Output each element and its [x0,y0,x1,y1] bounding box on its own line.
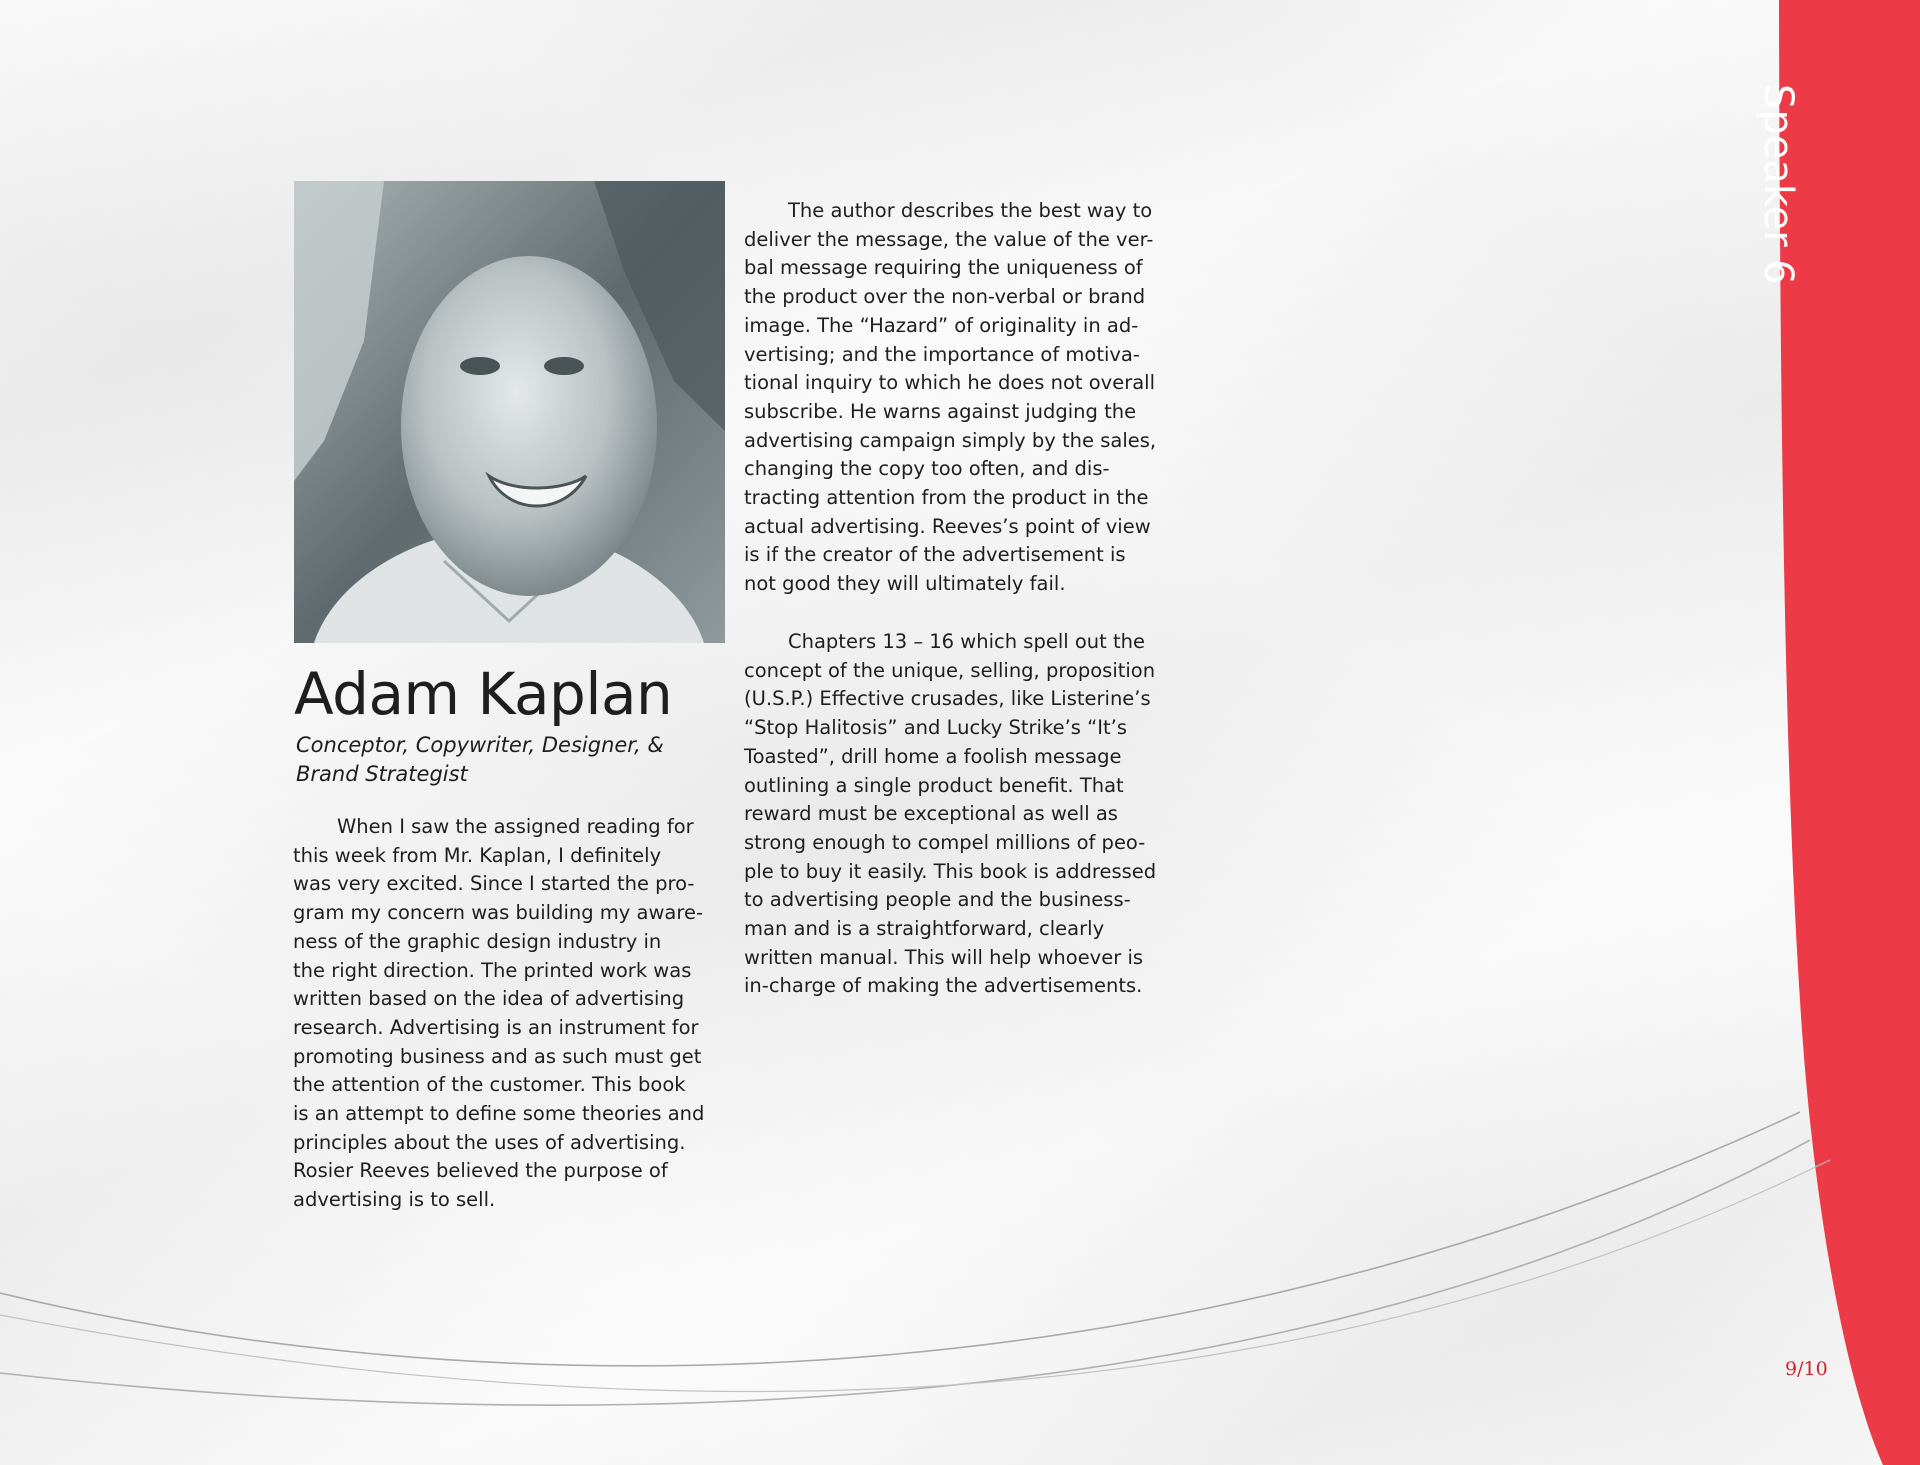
paragraph-line: ple to buy it easily. This book is addressed [744,859,1157,883]
speaker-section-label: Speaker 6 [1755,84,1801,285]
speaker-role-line-1: Conceptor, Copywriter, Designer, & [296,733,664,757]
paragraph-line: was very excited. Since I started the pro- [293,872,695,896]
paragraph-line: research. Advertising is an instrument for [293,1015,699,1039]
page-number: 9/10 [1785,1358,1828,1380]
paragraph-1 [293,813,733,1215]
paragraph-line: changing the copy too often, and dis- [744,457,1110,481]
paragraph-line: to advertising people and the business- [744,888,1131,912]
paragraph-line: Rosier Reeves believed the purpose of [293,1159,668,1183]
portrait-illustration [294,181,725,643]
paragraph-line: The author describes the best way to [788,199,1153,222]
paragraph-line: Chapters 13 – 16 which spell out the [788,630,1145,653]
paragraph-line: actual advertising. Reeves’s point of view [744,514,1151,538]
paragraph-line: gram my concern was building my aware- [293,901,703,925]
paragraph-line: deliver the message, the value of the ver- [744,227,1154,251]
paragraph-line: image. The “Hazard” of originality in ad- [744,313,1139,337]
paragraph-line: subscribe. He warns against judging the [744,399,1137,423]
paragraph-line: tional inquiry to which he does not overall [744,371,1156,395]
paragraph-3 [744,628,1184,1001]
paragraph-line: written manual. This will help whoever is [744,945,1144,969]
paragraph-line: advertising is to sell. [293,1188,496,1212]
paragraph-line: tracting attention from the product in the [744,486,1149,510]
speaker-role-line-2: Brand Strategist [296,762,468,786]
swoosh-line-3 [0,1160,1830,1392]
paragraph-line: advertising campaign simply by the sales, [744,428,1157,452]
paragraph-line: is an attempt to define some theories and [293,1102,705,1126]
paragraph-2 [744,197,1184,599]
paragraph-line: man and is a straightforward, clearly [744,917,1105,941]
paragraph-line: in-charge of making the advertisements. [744,974,1143,998]
swoosh-line-1 [0,1112,1800,1366]
paragraph-line: promoting business and as such must get [293,1044,702,1068]
paragraph-line: vertising; and the importance of motiva- [744,342,1140,366]
paragraph-line: not good they will ultimately fail. [744,572,1066,596]
paragraph-line: the right direction. The printed work was [293,958,692,982]
swoosh-line-2 [0,1140,1810,1405]
paragraph-line: principles about the uses of advertising. [293,1130,686,1154]
paragraph-line: reward must be exceptional as well as [744,802,1118,826]
paragraph-line: is if the creator of the advertisement is [744,543,1126,567]
paragraph-line: outlining a single product benefit. That [744,773,1124,797]
paragraph-line: bal message requiring the uniqueness of [744,256,1143,280]
paragraph-line: the attention of the customer. This book [293,1073,686,1097]
paragraph-line: written based on the idea of advertising [293,987,685,1011]
paragraph-line: (U.S.P.) Effective crusades, like Listerine’s [744,687,1151,711]
paragraph-line: ness of the graphic design industry in [293,929,662,953]
paragraph-line: this week from Mr. Kaplan, I definitely [293,843,662,867]
paragraph-line: Toasted”, drill home a foolish message [744,744,1122,768]
paragraph-line: concept of the unique, selling, proposition [744,658,1156,682]
speaker-role [296,731,726,789]
speaker-portrait-photo [294,181,725,643]
paragraph-line: “Stop Halitosis” and Lucky Strike’s “It’s [744,716,1127,740]
speaker-name: Adam Kaplan [294,660,673,728]
paragraph-line: strong enough to compel millions of peo- [744,830,1146,854]
paragraph-line: When I saw the assigned reading for [337,815,694,838]
paragraph-line: the product over the non-verbal or brand [744,285,1146,309]
